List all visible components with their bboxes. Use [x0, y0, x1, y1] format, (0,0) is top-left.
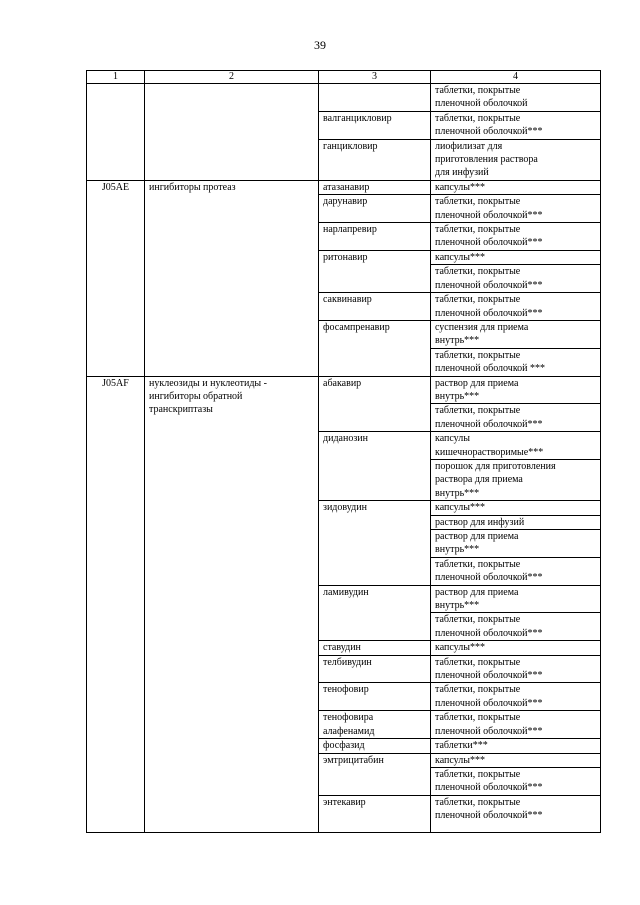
drug-name-cell: тенофовир: [319, 683, 431, 711]
dosage-form-cell: лиофилизат для приготовления раствора для инфузий: [431, 139, 601, 180]
drug-name-cell: абакавир: [319, 376, 431, 432]
dosage-form-cell: капсулы***: [431, 641, 601, 655]
drug-name-cell: нарлапревир: [319, 223, 431, 251]
dosage-form-cell: таблетки, покрытые пленочной оболочкой***: [431, 613, 601, 641]
dosage-form-cell: таблетки, покрытые пленочной оболочкой: [431, 84, 601, 112]
drug-name-cell: тенофовира алафенамид: [319, 711, 431, 739]
dosage-form-cell: раствор для приема внутрь***: [431, 376, 601, 404]
drug-name-cell: эмтрицитабин: [319, 753, 431, 795]
drug-name-cell: ганцикловир: [319, 139, 431, 180]
column-header: 1: [87, 71, 145, 84]
dosage-form-cell: таблетки, покрытые пленочной оболочкой***: [431, 223, 601, 251]
drug-name-cell: саквинавир: [319, 293, 431, 321]
dosage-form-cell: таблетки, покрытые пленочной оболочкой***: [431, 111, 601, 139]
dosage-form-cell: таблетки***: [431, 739, 601, 753]
drug-name-cell: ставудин: [319, 641, 431, 655]
dosage-form-cell: капсулы***: [431, 180, 601, 194]
table-row: [87, 180, 601, 194]
drug-name-cell: энтекавир: [319, 795, 431, 832]
dosage-form-cell: таблетки, покрытые пленочной оболочкой ***: [431, 348, 601, 376]
dosage-form-cell: суспензия для приема внутрь***: [431, 320, 601, 348]
table-row: [87, 376, 601, 404]
drug-name-cell: фосампренавир: [319, 320, 431, 376]
drug-name-cell: фосфазид: [319, 739, 431, 753]
drug-name-cell: зидовудин: [319, 501, 431, 585]
dosage-form-cell: капсулы кишечнорастворимые***: [431, 432, 601, 460]
group-name-cell: нуклеозиды и нуклеотиды - ингибиторы обратной транскриптазы: [145, 376, 319, 832]
column-header: 3: [319, 71, 431, 84]
atc-code-cell: [87, 84, 145, 181]
drug-name-cell: ритонавир: [319, 250, 431, 292]
dosage-form-cell: таблетки, покрытые пленочной оболочкой***: [431, 795, 601, 832]
drug-name-cell: атазанавир: [319, 180, 431, 194]
drug-name-cell: дарунавир: [319, 195, 431, 223]
column-header: 2: [145, 71, 319, 84]
group-name-cell: ингибиторы протеаз: [145, 180, 319, 376]
dosage-form-cell: порошок для приготовления раствора для приема внутрь***: [431, 459, 601, 500]
atc-code-cell: J05AE: [87, 180, 145, 376]
drug-name-cell: телбивудин: [319, 655, 431, 683]
dosage-form-cell: таблетки, покрытые пленочной оболочкой***: [431, 683, 601, 711]
drug-name-cell: [319, 84, 431, 112]
drug-table: [86, 70, 601, 833]
dosage-form-cell: капсулы***: [431, 753, 601, 767]
dosage-form-cell: капсулы***: [431, 501, 601, 515]
table-header-row: [87, 71, 601, 84]
drug-name-cell: ламивудин: [319, 585, 431, 641]
group-name-cell: [145, 84, 319, 181]
drug-name-cell: диданозин: [319, 432, 431, 501]
dosage-form-cell: таблетки, покрытые пленочной оболочкой***: [431, 293, 601, 321]
dosage-form-cell: капсулы***: [431, 250, 601, 264]
page-number: 39: [314, 38, 326, 52]
dosage-form-cell: раствор для приема внутрь***: [431, 530, 601, 558]
dosage-form-cell: таблетки, покрытые пленочной оболочкой***: [431, 557, 601, 585]
dosage-form-cell: раствор для приема внутрь***: [431, 585, 601, 613]
dosage-form-cell: таблетки, покрытые пленочной оболочкой***: [431, 404, 601, 432]
dosage-form-cell: таблетки, покрытые пленочной оболочкой***: [431, 195, 601, 223]
dosage-form-cell: таблетки, покрытые пленочной оболочкой***: [431, 767, 601, 795]
dosage-form-cell: таблетки, покрытые пленочной оболочкой***: [431, 655, 601, 683]
dosage-form-cell: раствор для инфузий: [431, 515, 601, 529]
atc-code-cell: J05AF: [87, 376, 145, 832]
dosage-form-cell: таблетки, покрытые пленочной оболочкой***: [431, 711, 601, 739]
table-row: [87, 84, 601, 112]
column-header: 4: [431, 71, 601, 84]
dosage-form-cell: таблетки, покрытые пленочной оболочкой***: [431, 265, 601, 293]
drug-name-cell: валганцикловир: [319, 111, 431, 139]
